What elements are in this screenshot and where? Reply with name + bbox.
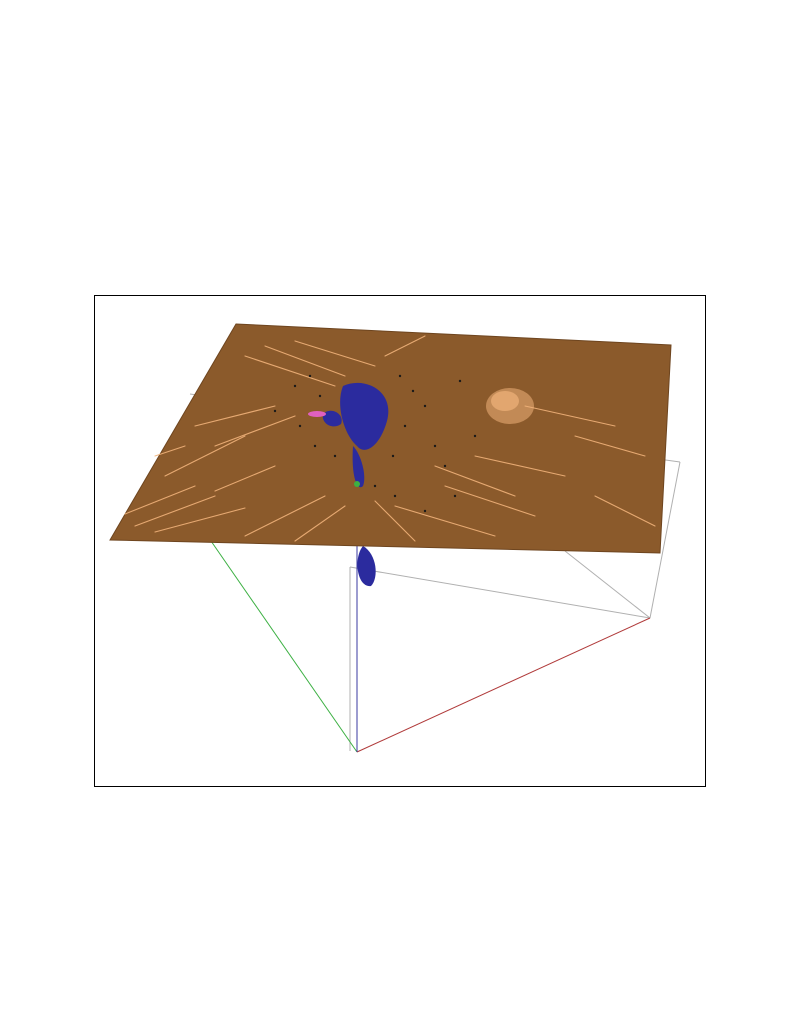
pit-shell-figure (94, 295, 706, 787)
topo-surface (110, 324, 671, 553)
green-feature (354, 481, 360, 487)
drill-cluster-east (486, 388, 534, 424)
figure-caption (94, 261, 217, 278)
magenta-feature (308, 411, 326, 417)
north-axis-line (211, 541, 357, 752)
pit-shell-keel (357, 546, 375, 586)
pit-shell-3d-view (95, 296, 705, 786)
east-axis-line (357, 618, 650, 752)
